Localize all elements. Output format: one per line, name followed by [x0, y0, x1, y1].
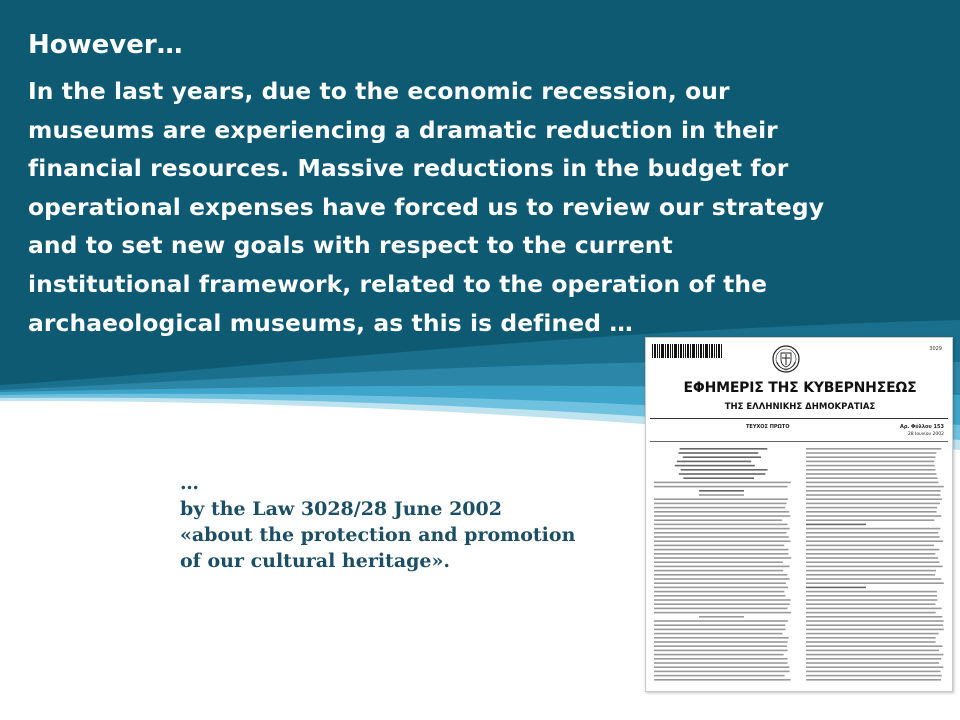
text-line	[675, 465, 755, 467]
text-line	[806, 629, 944, 631]
text-line	[806, 591, 937, 593]
text-line	[806, 658, 941, 660]
text-line	[806, 645, 943, 647]
text-line	[654, 566, 790, 568]
text-line	[806, 515, 941, 517]
text-line	[654, 486, 788, 488]
text-line	[654, 561, 783, 563]
text-line	[806, 536, 940, 538]
text-line	[806, 482, 938, 484]
text-line	[806, 519, 934, 521]
text-line	[654, 650, 788, 652]
text-line	[654, 507, 785, 509]
text-line	[654, 679, 791, 681]
text-line	[654, 641, 788, 643]
text-line	[806, 637, 936, 639]
text-line	[654, 574, 787, 576]
text-line	[806, 666, 943, 668]
text-line	[699, 490, 744, 492]
text-line	[654, 511, 789, 513]
text-line	[806, 620, 944, 622]
text-line	[654, 608, 787, 610]
gazette-number: 3029	[929, 346, 942, 352]
text-line	[654, 587, 788, 589]
text-line	[806, 511, 937, 513]
slide-heading: However…	[28, 30, 183, 60]
quote-line: …	[180, 472, 199, 494]
text-line	[654, 645, 787, 647]
text-line	[806, 494, 940, 496]
text-line	[806, 566, 943, 568]
body-line: financial resources. Massive reductions in the budget for	[28, 154, 789, 183]
text-line	[806, 662, 939, 664]
text-line	[806, 524, 866, 526]
slide-body	[28, 72, 948, 342]
body-line: In the last years, due to the economic recession, our	[28, 77, 730, 105]
text-line	[806, 641, 936, 643]
text-line	[806, 654, 943, 656]
text-line	[806, 671, 940, 673]
text-line	[654, 536, 789, 538]
text-line	[806, 582, 944, 584]
text-line	[680, 448, 768, 450]
gazette-issue: ΤΕΥΧΟΣ ΠΡΩΤΟ	[746, 424, 790, 430]
text-line	[806, 633, 939, 635]
text-line	[806, 503, 940, 505]
text-line	[654, 553, 788, 555]
gazette-title: ΕΦΗΜΕΡΙΣ ΤΗΣ ΚΥΒΕΡΝΗΣΕΩΣ	[683, 380, 917, 396]
quote-line: by the Law 3028/28 June 2002	[180, 498, 502, 520]
text-line	[806, 624, 943, 626]
law-quote	[180, 470, 650, 574]
text-line	[654, 666, 789, 668]
text-line	[654, 612, 791, 614]
text-line	[654, 519, 782, 521]
text-line	[654, 595, 785, 597]
text-line	[806, 599, 937, 601]
text-line	[806, 465, 935, 467]
body-line: archaeological museums, as this is defined …	[28, 308, 633, 337]
gazette-subtitle: ΤΗΣ ΕΛΛΗΝΙΚΗΣ ΔΗΜΟΚΡΑΤΙΑΣ	[724, 402, 876, 412]
text-line	[806, 608, 942, 610]
text-line	[654, 633, 782, 635]
text-line	[654, 624, 785, 626]
greek-emblem-icon	[771, 344, 801, 374]
text-line	[806, 578, 941, 580]
text-line	[654, 557, 791, 559]
quote-line: of our cultural heritage».	[180, 550, 450, 572]
text-line	[654, 591, 784, 593]
gazette-sheet-number: Αρ. Φύλλου 153	[899, 424, 944, 430]
text-line	[806, 595, 937, 597]
divider	[650, 418, 948, 419]
text-line	[806, 570, 936, 572]
text-line	[654, 582, 786, 584]
body-line: and to set new goals with respect to the current	[28, 231, 673, 260]
text-line	[806, 498, 942, 500]
text-line	[677, 461, 751, 463]
text-line	[654, 570, 783, 572]
text-line	[806, 545, 934, 547]
barcode-icon	[652, 344, 722, 358]
text-line	[654, 603, 790, 605]
text-line	[654, 654, 784, 656]
text-line	[654, 524, 788, 526]
text-line	[806, 461, 934, 463]
text-line	[806, 486, 944, 488]
text-line	[654, 498, 788, 500]
text-line	[806, 490, 941, 492]
text-line	[679, 473, 765, 475]
text-line	[806, 650, 939, 652]
text-line	[806, 456, 935, 458]
text-line	[654, 515, 790, 517]
government-gazette-image	[645, 337, 953, 692]
text-line	[806, 561, 939, 563]
text-line	[654, 662, 788, 664]
text-line	[654, 549, 788, 551]
text-line	[806, 540, 943, 542]
text-line	[806, 675, 942, 677]
text-line	[654, 658, 787, 660]
text-line	[806, 452, 936, 454]
text-line	[806, 477, 938, 479]
text-line	[654, 545, 784, 547]
text-line	[806, 532, 938, 534]
text-line	[683, 456, 761, 458]
text-line	[699, 616, 744, 618]
text-line	[654, 599, 791, 601]
text-line	[678, 452, 758, 454]
text-line	[654, 528, 790, 530]
text-line	[806, 469, 935, 471]
text-line	[681, 469, 768, 471]
quote-line: «about the protection and promotion	[180, 524, 576, 546]
text-line	[806, 616, 942, 618]
text-line	[806, 448, 941, 450]
text-line	[806, 507, 937, 509]
text-line	[806, 679, 941, 681]
text-line	[654, 637, 789, 639]
text-line	[806, 553, 935, 555]
text-line	[806, 528, 940, 530]
text-line	[806, 574, 935, 576]
text-line	[806, 587, 866, 589]
body-line: operational expenses have forced us to review our strategy	[28, 192, 825, 221]
divider	[650, 441, 948, 442]
text-line	[654, 540, 790, 542]
text-line	[654, 503, 786, 505]
text-line	[654, 482, 791, 484]
body-line: institutional framework, related to the operation of the	[28, 269, 768, 298]
body-line: museums are experiencing a dramatic reduction in their	[28, 115, 778, 144]
text-line	[699, 494, 744, 496]
text-line	[806, 612, 936, 614]
gazette-text-columns	[654, 446, 946, 686]
text-line	[806, 473, 937, 475]
gazette-date: 28 Ιουνίου 2002	[907, 432, 944, 437]
text-line	[654, 578, 790, 580]
text-line	[654, 671, 790, 673]
text-line	[654, 675, 785, 677]
text-line	[654, 620, 788, 622]
text-line	[806, 603, 935, 605]
text-line	[654, 629, 786, 631]
text-line	[654, 532, 787, 534]
text-line	[683, 477, 754, 479]
text-line	[806, 557, 938, 559]
text-line	[806, 549, 939, 551]
